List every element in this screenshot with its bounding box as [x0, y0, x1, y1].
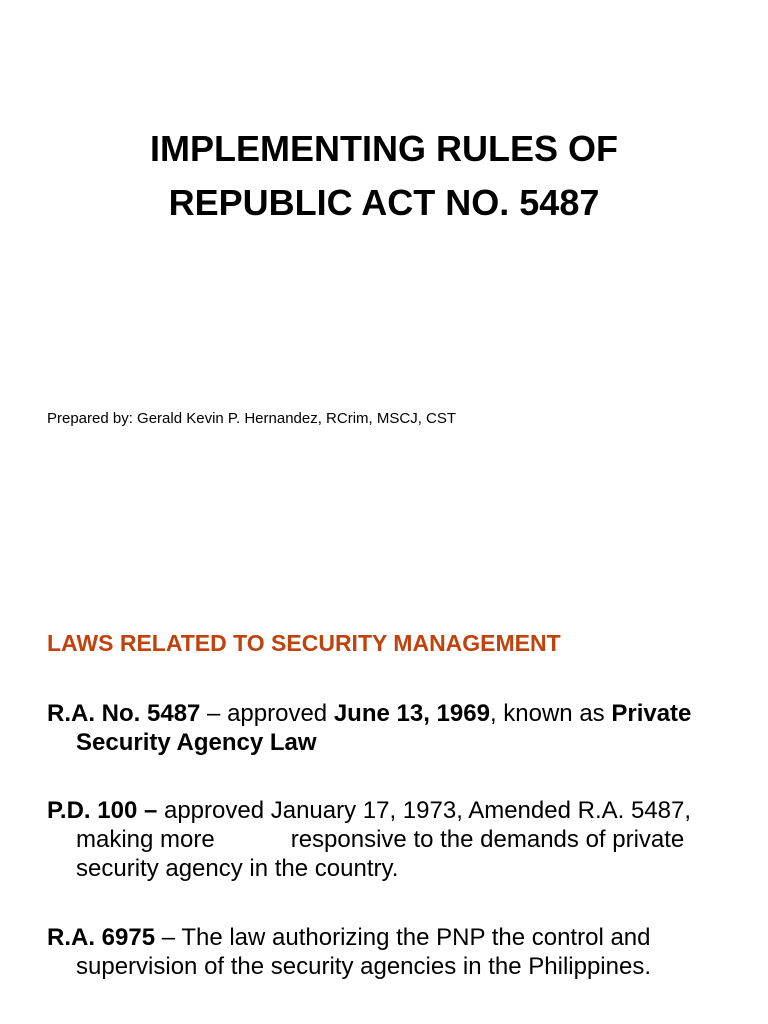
slide-title — [0, 122, 768, 230]
law-ra-5487 — [47, 699, 737, 757]
law-text: – The law authorizing the PNP the control and supervision of the security agencies in the Philippines. — [76, 924, 651, 980]
law-pd-100 — [47, 796, 737, 883]
law-text: – approved — [200, 700, 334, 727]
slide-title-line-1: IMPLEMENTING RULES OF — [150, 128, 618, 169]
laws-slide — [0, 512, 768, 1024]
law-text: approved January 17, 1973, Amended R.A. 5487, making more — [76, 797, 692, 853]
law-ra-6975 — [47, 923, 737, 981]
law-text: , known as — [489, 700, 612, 727]
prepared-by: Prepared by: Gerald Kevin P. Hernandez, RCrim, MSCJ, CST — [47, 410, 457, 427]
law-known-as: Private Security Agency Law — [76, 700, 692, 756]
section-heading: LAWS RELATED TO SECURITY MANAGEMENT — [47, 630, 561, 656]
law-term: R.A. No. 5487 — [47, 700, 201, 727]
slide-title-line-2: REPUBLIC ACT NO. 5487 — [168, 182, 600, 223]
law-text: responsive to the demands of private security agency in the country. — [76, 826, 685, 882]
law-term: P.D. 100 – — [47, 797, 158, 824]
law-date: June 13, 1969 — [333, 700, 490, 727]
law-term: R.A. 6975 — [47, 924, 156, 951]
